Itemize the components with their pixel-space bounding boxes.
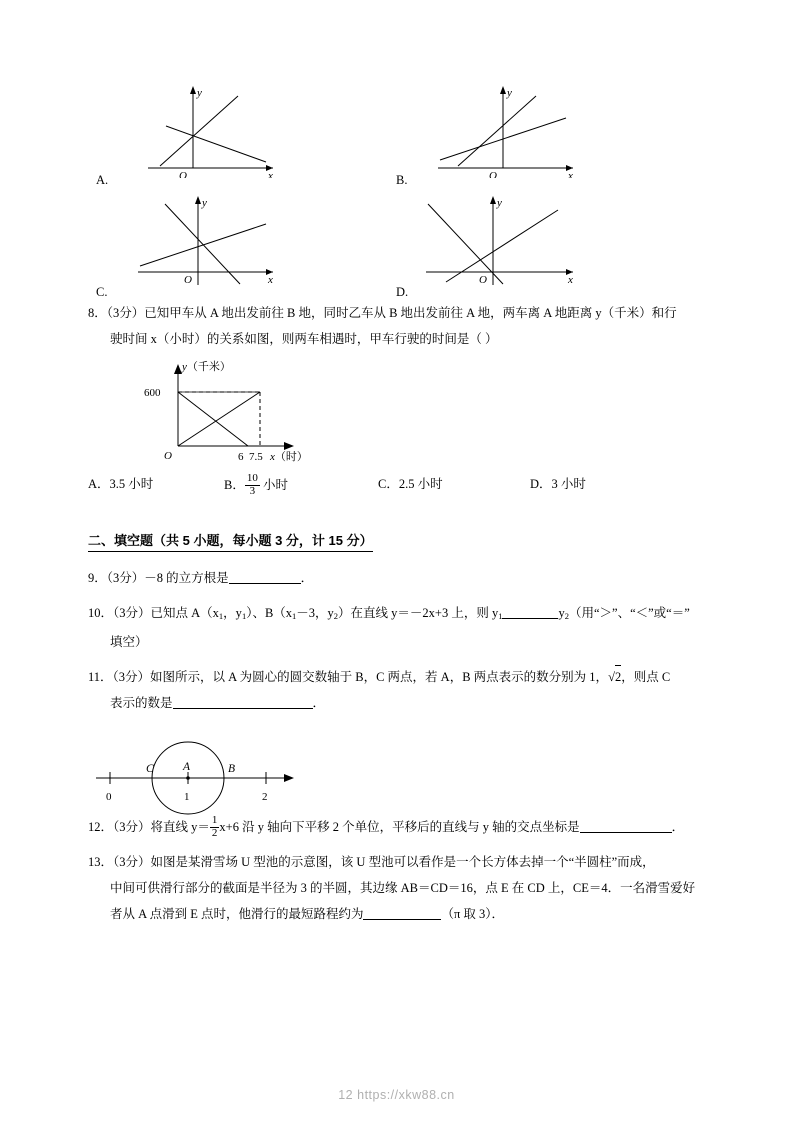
option-c-label: C. xyxy=(96,285,108,299)
answer-b-key: B． xyxy=(224,477,245,492)
svg-text:0: 0 xyxy=(106,791,112,804)
answer-c-value: 2.5 小时 xyxy=(398,477,443,491)
question11-blank[interactable] xyxy=(173,695,313,709)
q10-d: －3，y xyxy=(296,606,334,620)
answer-c-key: C． xyxy=(378,477,399,491)
question8-figure xyxy=(88,352,728,470)
q10-b: ，y xyxy=(223,606,242,620)
svg-text:y: y xyxy=(197,87,202,99)
q13-line1: 如图是某滑雪场 U 型池的示意图，该 U 型池可以看作是一个长方体去掉一个“半圆柱”而成， xyxy=(150,855,655,870)
question11-line1 xyxy=(88,664,728,690)
option-b-label: B. xyxy=(396,173,408,187)
question10-line1 xyxy=(88,600,728,629)
sqrt-icon: √ 2 xyxy=(608,664,621,690)
q10-sub4: 2 xyxy=(333,611,339,622)
q10-line2: 填空） xyxy=(110,635,148,650)
q11-line2-pre: 表示的数是 xyxy=(110,696,173,711)
question13-line2 xyxy=(88,875,728,901)
answer-d-value: 3 小时 xyxy=(551,477,586,491)
svg-text:2: 2 xyxy=(262,791,268,804)
svg-text:O: O xyxy=(489,170,497,178)
question13-line3 xyxy=(88,901,728,927)
svg-text:x: x xyxy=(268,274,273,286)
svg-text:C: C xyxy=(146,763,154,776)
q11-post: ，则点 C xyxy=(621,670,671,685)
q12-den: 2 xyxy=(211,826,218,839)
option-d-label: D. xyxy=(396,285,409,299)
section2-title: 二、填空题（共 5 小题，每小题 3 分，计 15 分） xyxy=(88,530,373,552)
answer-d[interactable] xyxy=(530,474,586,492)
q10-sub2: 1 xyxy=(241,611,247,622)
option-c[interactable] xyxy=(88,190,388,300)
question9-blank[interactable] xyxy=(229,570,301,584)
question10-line2 xyxy=(88,629,728,655)
option-a-label: A. xyxy=(96,173,109,187)
q12-mid: x+6 沿 y 轴向下平移 2 个单位，平移后的直线与 y 轴的交点坐标是 xyxy=(219,820,580,835)
option-c-graph xyxy=(118,190,308,290)
question10-number: 10．（3分） xyxy=(88,606,151,620)
question12 xyxy=(88,814,728,840)
answer-b-fraction xyxy=(245,473,260,497)
question8-number: 8．（3分） xyxy=(88,306,145,320)
option-d-graph xyxy=(418,190,608,290)
question9 xyxy=(88,565,728,591)
svg-text:6: 6 xyxy=(238,451,244,463)
q13-line3-post: （π 取 3）． xyxy=(441,907,505,922)
option-a-graph xyxy=(118,78,308,178)
svg-text:600: 600 xyxy=(144,387,161,399)
question11-line2 xyxy=(88,690,728,716)
question12-number: 12．（3分） xyxy=(88,820,151,835)
question9-number: 9．（3分） xyxy=(88,571,145,585)
option-b[interactable] xyxy=(388,78,688,188)
page-content xyxy=(88,78,728,927)
svg-text:y: y xyxy=(507,87,512,99)
svg-text:O: O xyxy=(184,274,192,286)
question11-figure xyxy=(88,716,728,812)
question9-text: －8 的立方根是 xyxy=(144,571,229,585)
svg-text:y: y xyxy=(497,197,502,209)
q11-pre: 如图所示，以 A 为圆心的圆交数轴于 B，C 两点，若 A，B 两点表示的数分别为 1， xyxy=(150,670,609,685)
svg-text:B: B xyxy=(228,763,236,776)
q13-line3-pre: 者从 A 点滑到 E 点时，他滑行的最短路程约为 xyxy=(110,907,364,922)
q11-line2-post: ． xyxy=(312,696,326,711)
answer-b[interactable] xyxy=(224,474,288,498)
page-footer xyxy=(0,1088,793,1102)
question8-text2: 驶时间 x（小时）的关系如图，则两车相遇时，甲车行驶的时间是（ ） xyxy=(110,332,498,346)
q10-g: （用“＞”、“＜”或“＝” xyxy=(568,606,690,620)
q10-a: 已知点 A（x xyxy=(150,606,219,620)
question8-answers xyxy=(88,470,728,504)
svg-text:x（时）: x（时） xyxy=(270,451,308,463)
svg-text:O: O xyxy=(479,274,487,286)
question9-tail: ． xyxy=(300,571,314,585)
svg-text:7.5: 7.5 xyxy=(249,451,263,463)
svg-text:y: y xyxy=(202,197,207,209)
q10-sub3: 1 xyxy=(292,611,297,622)
question7-options xyxy=(88,78,728,300)
q10-sub5: 1 xyxy=(498,611,503,622)
svg-text:x: x xyxy=(568,170,573,178)
question8-line2 xyxy=(88,326,728,352)
section2-header-wrap xyxy=(88,514,728,556)
q12-tail: ． xyxy=(671,820,685,835)
question13-number: 13．（3分） xyxy=(88,855,151,870)
svg-text:A: A xyxy=(183,761,191,774)
question13-line1 xyxy=(88,849,728,875)
question8-graph xyxy=(110,354,370,472)
q10-f: y xyxy=(558,606,565,620)
option-b-graph xyxy=(418,78,608,178)
option-a[interactable] xyxy=(88,78,388,188)
q12-num: 1 xyxy=(211,814,218,827)
svg-text:1: 1 xyxy=(184,791,190,804)
q12-fraction xyxy=(210,815,220,839)
answer-a-key: A． xyxy=(88,477,110,491)
answer-d-key: D． xyxy=(530,477,552,491)
question11-number: 11．（3分） xyxy=(88,670,151,685)
svg-text:x: x xyxy=(268,170,273,178)
q10-e: ）在直线 y＝－2x+3 上，则 y xyxy=(338,606,499,620)
svg-text:O: O xyxy=(179,170,187,178)
question13-blank[interactable] xyxy=(363,906,441,920)
answer-b-suffix: 小时 xyxy=(259,477,288,492)
footer-text: 12 https://xkw88.cn xyxy=(338,1088,455,1102)
answer-b-den: 3 xyxy=(245,485,260,498)
question10-blank[interactable] xyxy=(502,605,558,619)
svg-text:O: O xyxy=(164,450,172,462)
answer-b-num: 10 xyxy=(246,472,258,484)
q10-sub6: 2 xyxy=(564,611,569,622)
q12-pre: 将直线 y＝ xyxy=(150,820,210,835)
q10-c: ）、B（x xyxy=(246,606,293,620)
question8-text1: 已知甲车从 A 地出发前往 B 地，同时乙车从 B 地出发前往 A 地，两车离 A 地距离 y（千米）和行 xyxy=(144,306,677,320)
q10-sub1: 1 xyxy=(218,611,224,622)
answer-c[interactable] xyxy=(378,474,443,492)
svg-text:x: x xyxy=(568,274,573,286)
question12-blank[interactable] xyxy=(580,819,672,833)
q13-line2: 中间可供滑行部分的截面是半径为 3 的半圆，其边缘 AB＝CD＝16，点 E 在 CD 上，CE＝4．一名滑雪爱好 xyxy=(110,881,696,896)
svg-text:y（千米）: y（千米） xyxy=(182,361,231,373)
question11-number-line xyxy=(88,720,378,816)
answer-a[interactable] xyxy=(88,474,153,492)
q11-sqrt-val: 2 xyxy=(614,670,622,685)
option-d[interactable] xyxy=(388,190,688,300)
question8-line1 xyxy=(88,300,728,326)
answer-a-value: 3.5 小时 xyxy=(109,477,154,491)
